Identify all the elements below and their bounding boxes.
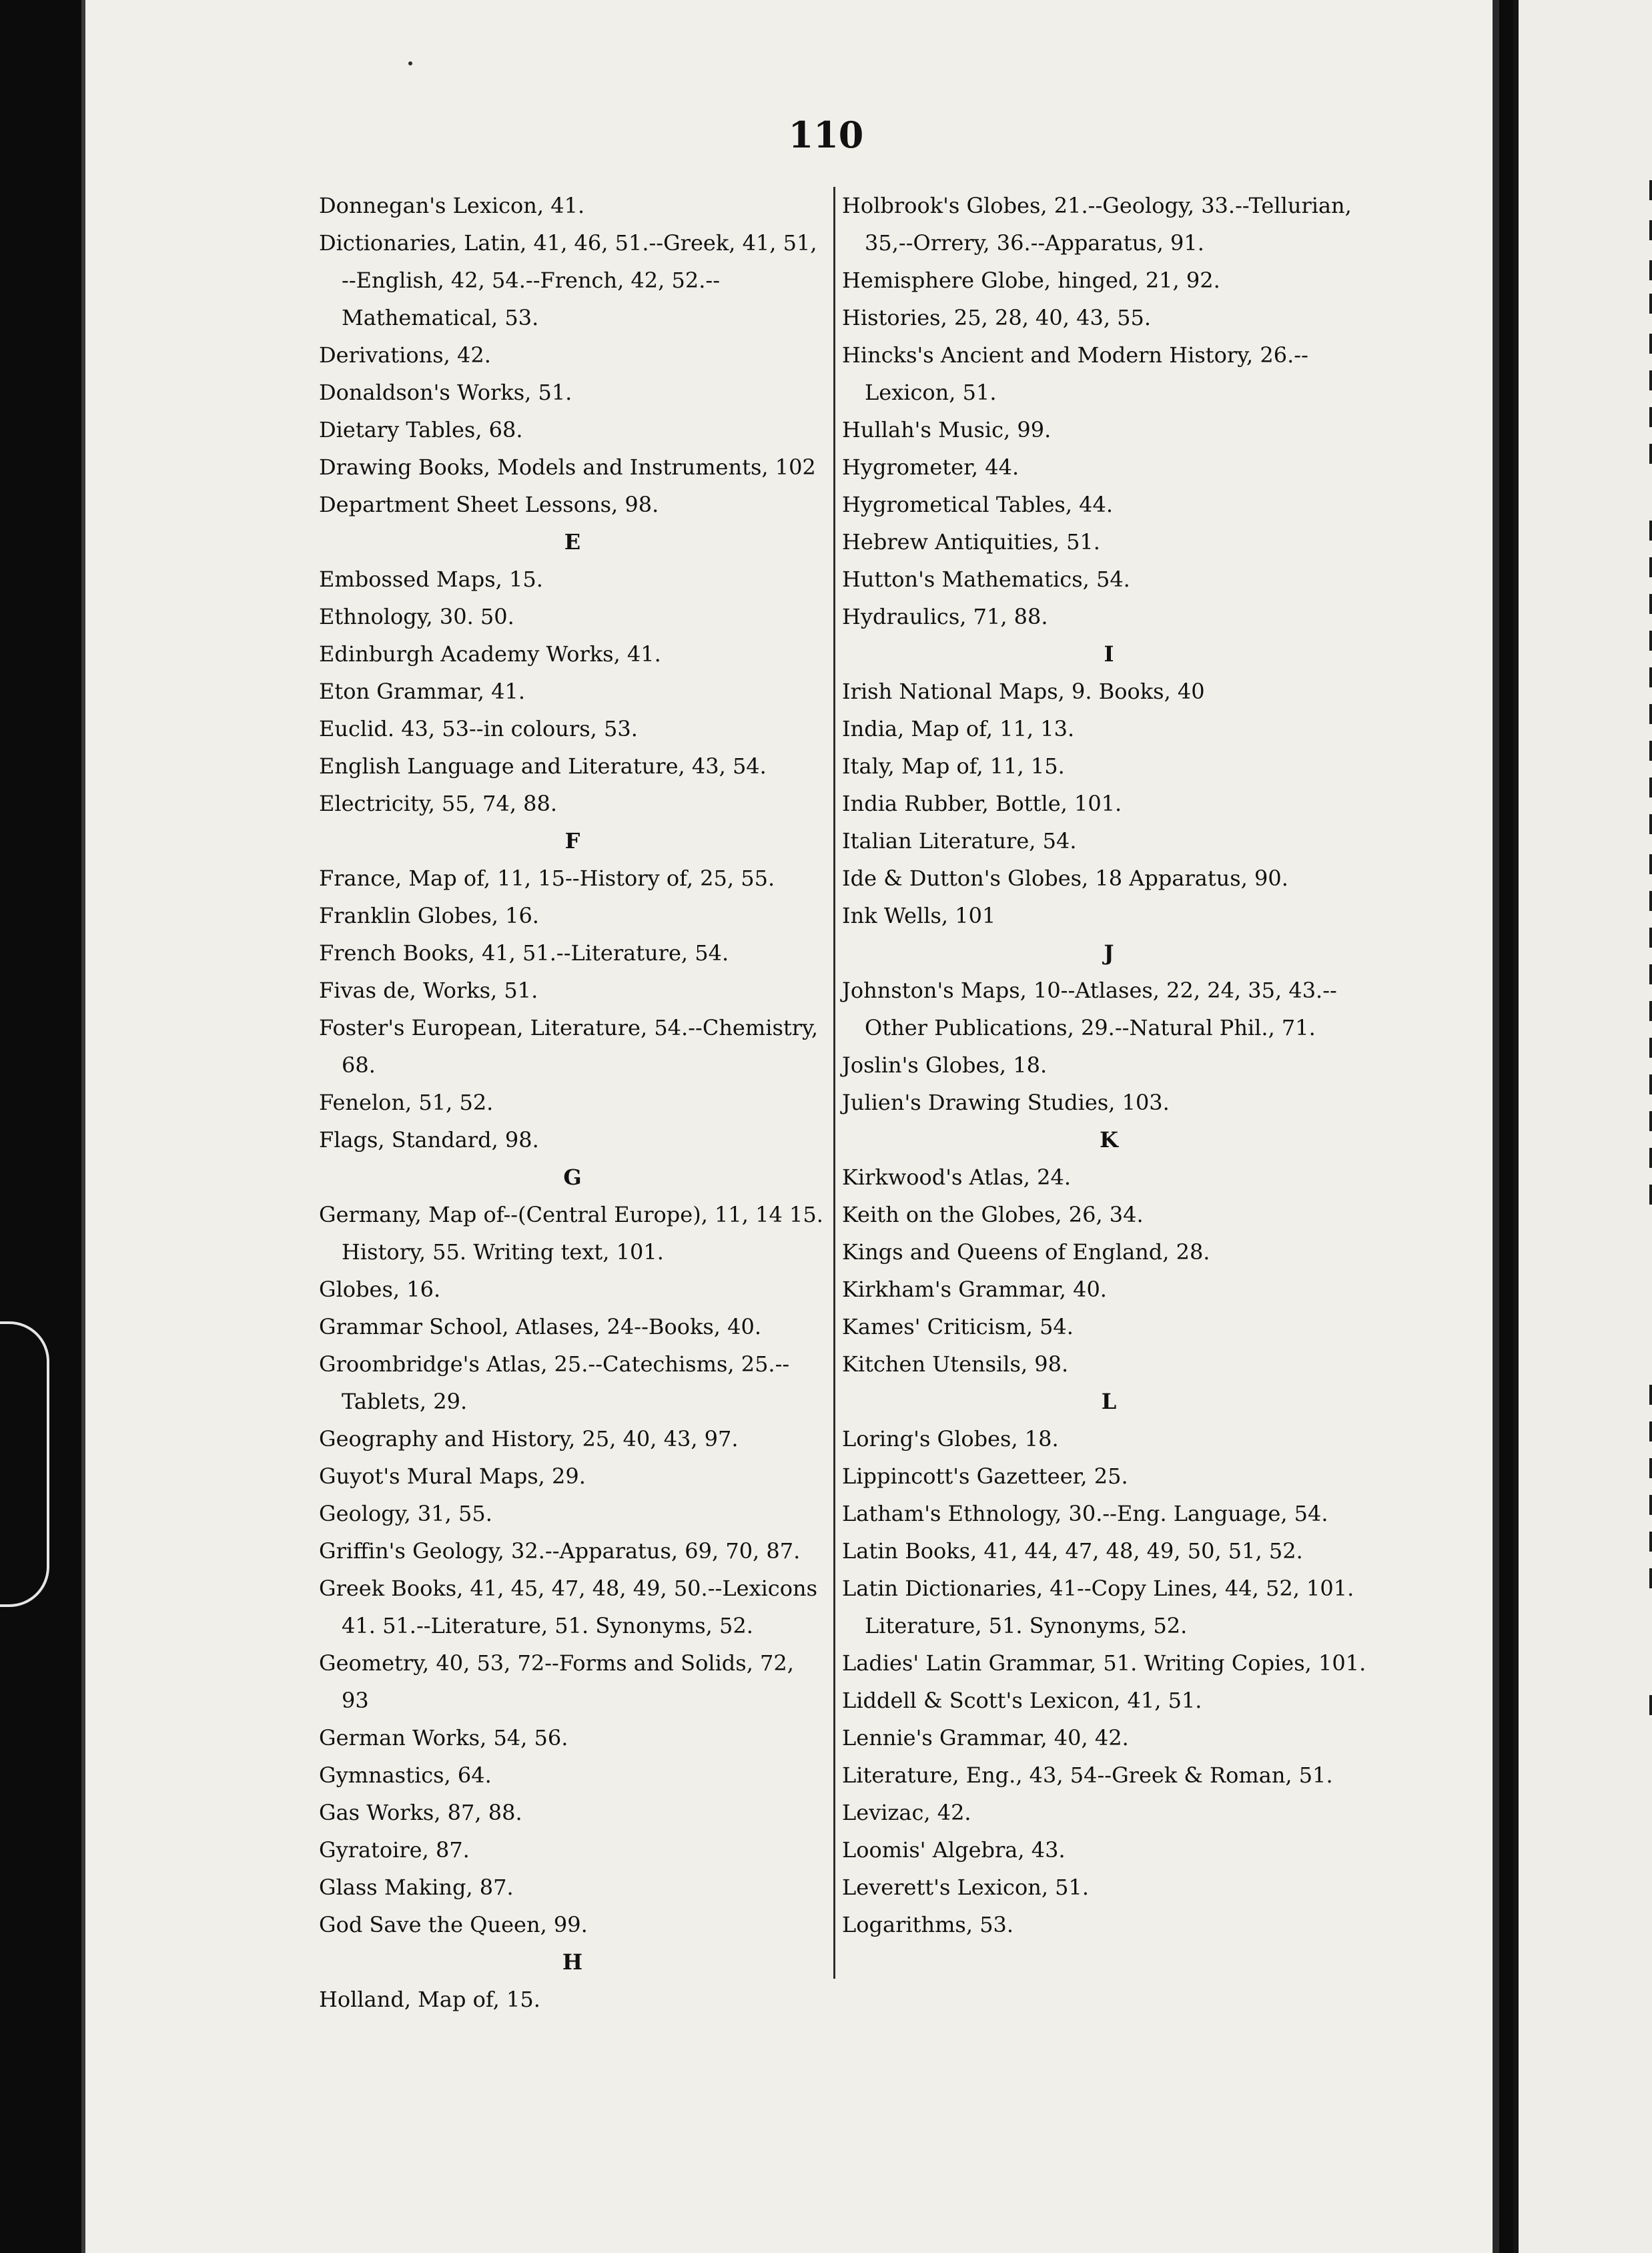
index-entry: Hygrometical Tables, 44. [842, 492, 1114, 517]
index-entry: Geology, 31, 55. [319, 1501, 492, 1526]
index-entry: Fenelon, 51, 52. [319, 1090, 494, 1115]
index-entry: Globes, 16. [319, 1277, 441, 1302]
index-entry: Ladies' Latin Grammar, 51. Writing Copies, 101. [842, 1650, 1366, 1676]
index-entry: Irish National Maps, 9. Books, 40 [842, 679, 1205, 704]
index-entry: Derivations, 42. [319, 342, 491, 368]
adjacent-page-text-fragment [1649, 854, 1652, 874]
adjacent-page-text-fragment [1649, 521, 1652, 541]
page-number: 110 [788, 113, 864, 156]
index-entry: Greek Books, 41, 45, 47, 48, 49, 50.--Lexicons 41. 51.--Literature, 51. Synonyms, 52. [319, 1576, 818, 1638]
adjacent-page-text-fragment [1649, 1421, 1652, 1441]
adjacent-page-text-fragment [1649, 964, 1652, 984]
index-letter-heading: K [1100, 1127, 1118, 1153]
index-column-right [842, 187, 1376, 1943]
adjacent-page-text-fragment [1649, 1148, 1652, 1168]
index-entry: Donaldson's Works, 51. [319, 380, 572, 405]
index-entry: Gymnastics, 64. [319, 1762, 492, 1788]
adjacent-page-text-fragment [1649, 294, 1652, 314]
index-entry: India, Map of, 11, 13. [842, 716, 1075, 741]
adjacent-page-text-fragment [1649, 220, 1652, 240]
index-entry: Foster's European, Literature, 54.--Chemistry, 68. [319, 1015, 819, 1078]
index-entry: Dietary Tables, 68. [319, 417, 523, 442]
adjacent-page-text-fragment [1649, 1532, 1652, 1552]
adjacent-page-text-fragment [1649, 891, 1652, 911]
index-entry: Kames' Criticism, 54. [842, 1314, 1074, 1339]
index-entry: Dictionaries, Latin, 41, 46, 51.--Greek, 41, 51, --English, 42, 54.--French, 42, 52.--Mathematical, 53. [319, 230, 817, 330]
index-entry: Germany, Map of--(Central Europe), 11, 14 15. History, 55. Writing text, 101. [319, 1202, 823, 1265]
index-entry: Ethnology, 30. 50. [319, 604, 514, 629]
index-entry: Logarithms, 53. [842, 1912, 1014, 1937]
adjacent-page-text-fragment [1649, 667, 1652, 687]
index-entry: Grammar School, Atlases, 24--Books, 40. [319, 1314, 762, 1339]
index-entry: Fivas de, Works, 51. [319, 978, 538, 1003]
adjacent-page-text-fragment [1649, 1495, 1652, 1515]
index-entry: Hutton's Mathematics, 54. [842, 567, 1130, 592]
adjacent-page-text-fragment [1649, 1568, 1652, 1588]
index-entry: Joslin's Globes, 18. [842, 1052, 1048, 1078]
index-entry: Hemisphere Globe, hinged, 21, 92. [842, 268, 1220, 293]
index-entry: Electricity, 55, 74, 88. [319, 791, 558, 816]
index-entry: France, Map of, 11, 15--History of, 25, 55. [319, 866, 775, 891]
index-entry: God Save the Queen, 99. [319, 1912, 588, 1937]
index-entry: Ide & Dutton's Globes, 18 Apparatus, 90. [842, 866, 1288, 891]
adjacent-page-text-fragment [1649, 444, 1652, 464]
index-entry: Flags, Standard, 98. [319, 1127, 539, 1153]
index-entry: Gas Works, 87, 88. [319, 1800, 522, 1825]
index-entry: Latin Dictionaries, 41--Copy Lines, 44, 52, 101. Literature, 51. Synonyms, 52. [842, 1576, 1354, 1638]
index-letter-heading: G [563, 1165, 582, 1190]
index-entry: Italian Literature, 54. [842, 828, 1077, 854]
adjacent-page-text-fragment [1649, 741, 1652, 761]
adjacent-page-text-fragment [1649, 1074, 1652, 1094]
index-entry: Euclid. 43, 53--in colours, 53. [319, 716, 638, 741]
index-entry: Leverett's Lexicon, 51. [842, 1875, 1090, 1900]
index-column-left [319, 187, 826, 2018]
adjacent-page-text-fragment [1649, 594, 1652, 614]
adjacent-page-text-fragment [1649, 1385, 1652, 1405]
index-entry: Embossed Maps, 15. [319, 567, 543, 592]
adjacent-page-text-fragment [1649, 370, 1652, 390]
index-entry: Hydraulics, 71, 88. [842, 604, 1048, 629]
adjacent-page-text-fragment [1649, 557, 1652, 577]
index-entry: Glass Making, 87. [319, 1875, 514, 1900]
index-entry: English Language and Literature, 43, 54. [319, 753, 767, 779]
index-entry: Hygrometer, 44. [842, 454, 1019, 480]
index-entry: Hullah's Music, 99. [842, 417, 1052, 442]
index-letter-heading: H [562, 1949, 583, 1975]
scan-speck [408, 61, 412, 65]
index-entry: Holbrook's Globes, 21.--Geology, 33.--Tellurian, 35,--Orrery, 36.--Apparatus, 91. [842, 193, 1352, 256]
index-entry: Hincks's Ancient and Modern History, 26.--Lexicon, 51. [842, 342, 1308, 405]
index-entry: Levizac, 42. [842, 1800, 971, 1825]
index-entry: Griffin's Geology, 32.--Apparatus, 69, 70, 87. [319, 1538, 801, 1564]
index-entry: Guyot's Mural Maps, 29. [319, 1464, 586, 1489]
adjacent-page-text-fragment [1649, 777, 1652, 797]
adjacent-page-text-fragment [1649, 631, 1652, 651]
index-entry: Italy, Map of, 11, 15. [842, 753, 1065, 779]
index-entry: Franklin Globes, 16. [319, 903, 539, 928]
index-entry: India Rubber, Bottle, 101. [842, 791, 1122, 816]
index-entry: Johnston's Maps, 10--Atlases, 22, 24, 35, 43.--Other Publications, 29.--Natural Phil., 71. [842, 978, 1337, 1040]
index-letter-heading: E [564, 529, 581, 555]
adjacent-page-edge [1513, 0, 1652, 2253]
adjacent-page-text-fragment [1649, 1695, 1652, 1715]
index-entry: Department Sheet Lessons, 98. [319, 492, 659, 517]
index-entry: Latham's Ethnology, 30.--Eng. Language, 54. [842, 1501, 1328, 1526]
index-entry: Ink Wells, 101 [842, 903, 996, 928]
index-entry: German Works, 54, 56. [319, 1725, 568, 1750]
adjacent-page-text-fragment [1649, 814, 1652, 834]
index-entry: Drawing Books, Models and Instruments, 102 [319, 454, 816, 480]
index-entry: Lennie's Grammar, 40, 42. [842, 1725, 1129, 1750]
index-entry: Keith on the Globes, 26, 34. [842, 1202, 1144, 1227]
adjacent-page-text-fragment [1649, 1001, 1652, 1021]
scan-edge-artifact [0, 1321, 49, 1607]
index-entry: Gyratoire, 87. [319, 1837, 470, 1863]
adjacent-page-text-fragment [1649, 1111, 1652, 1131]
index-entry: Literature, Eng., 43, 54--Greek & Roman, 51. [842, 1762, 1333, 1788]
index-entry: Latin Books, 41, 44, 47, 48, 49, 50, 51, 52. [842, 1538, 1303, 1564]
index-letter-heading: J [1104, 940, 1114, 966]
adjacent-page-text-fragment [1649, 1458, 1652, 1478]
index-entry: French Books, 41, 51.--Literature, 54. [319, 940, 729, 966]
index-entry: Eton Grammar, 41. [319, 679, 525, 704]
adjacent-page-text-fragment [1649, 260, 1652, 280]
index-letter-heading: F [564, 828, 580, 854]
index-entry: Kings and Queens of England, 28. [842, 1239, 1210, 1265]
adjacent-page-text-fragment [1649, 704, 1652, 724]
index-entry: Groombridge's Atlas, 25.--Catechisms, 25.--Tablets, 29. [319, 1351, 790, 1414]
index-entry: Geography and History, 25, 40, 43, 97. [319, 1426, 739, 1452]
index-entry: Lippincott's Gazetteer, 25. [842, 1464, 1128, 1489]
index-entry: Hebrew Antiquities, 51. [842, 529, 1100, 555]
adjacent-page-text-fragment [1649, 334, 1652, 354]
index-letter-heading: I [1104, 641, 1114, 667]
index-entry: Kitchen Utensils, 98. [842, 1351, 1069, 1377]
index-letter-heading: L [1101, 1389, 1117, 1414]
adjacent-page-text-fragment [1649, 180, 1652, 200]
index-entry: Loring's Globes, 18. [842, 1426, 1059, 1452]
index-entry: Edinburgh Academy Works, 41. [319, 641, 661, 667]
adjacent-page-text-fragment [1649, 928, 1652, 948]
index-entry: Kirkwood's Atlas, 24. [842, 1165, 1071, 1190]
index-entry: Julien's Drawing Studies, 103. [842, 1090, 1170, 1115]
index-entry: Kirkham's Grammar, 40. [842, 1277, 1107, 1302]
index-entry: Donnegan's Lexicon, 41. [319, 193, 585, 218]
index-entry: Holland, Map of, 15. [319, 1987, 540, 2012]
index-entry: Geometry, 40, 53, 72--Forms and Solids, 72, 93 [319, 1650, 794, 1713]
adjacent-page-text-fragment [1649, 1185, 1652, 1205]
column-divider [833, 187, 835, 1979]
index-entry: Histories, 25, 28, 40, 43, 55. [842, 305, 1152, 330]
adjacent-page-text-fragment [1649, 1038, 1652, 1058]
index-entry: Liddell & Scott's Lexicon, 41, 51. [842, 1688, 1202, 1713]
index-entry: Loomis' Algebra, 43. [842, 1837, 1066, 1863]
adjacent-page-text-fragment [1649, 407, 1652, 427]
